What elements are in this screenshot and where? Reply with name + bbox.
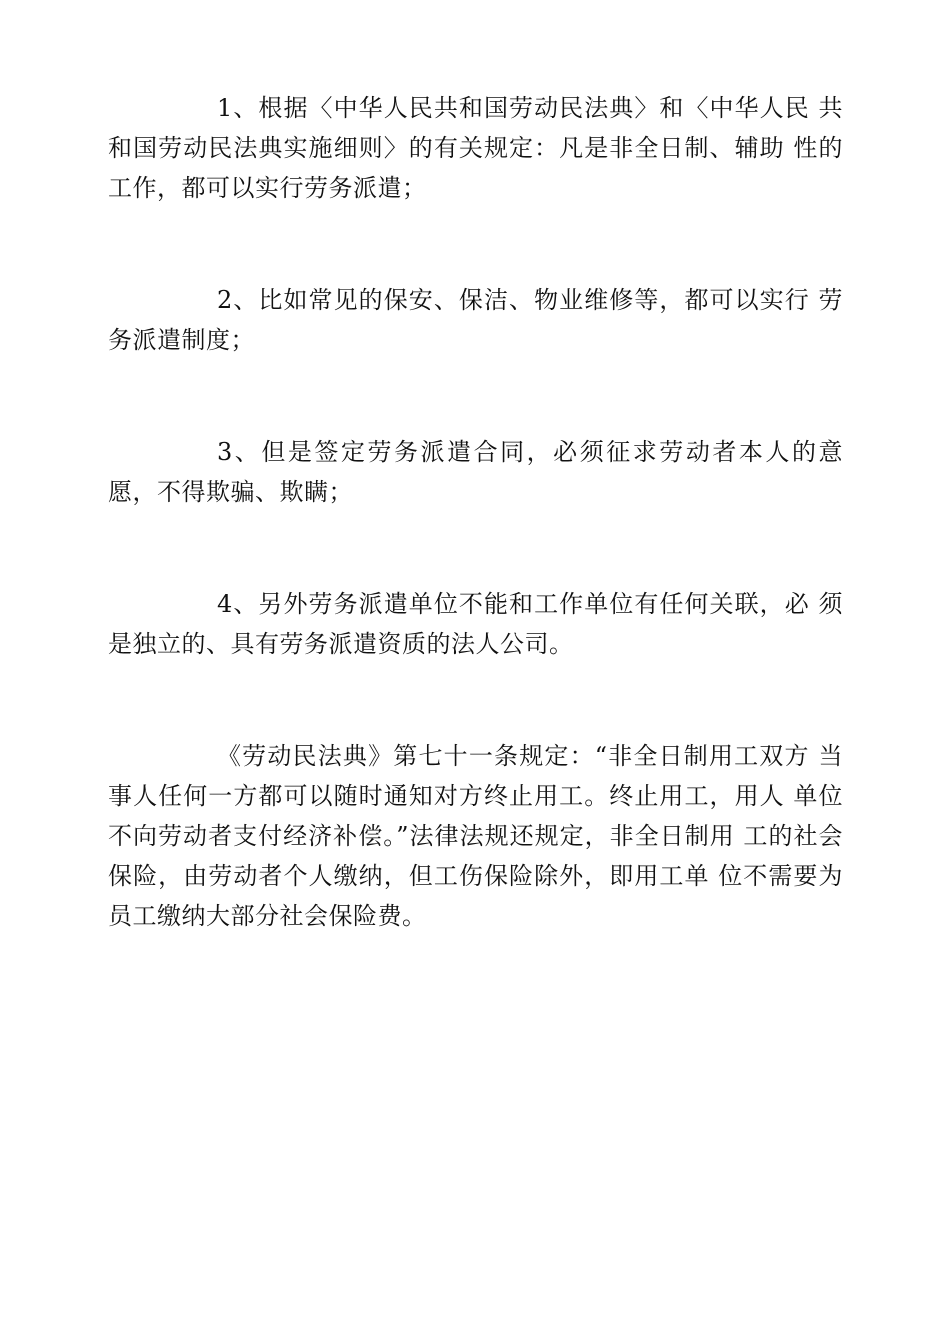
paragraph-2: 2、比如常见的保安、保洁、物业维修等，都可以实行 劳务派遣制度； xyxy=(108,286,843,354)
paragraph-3: 3、但是签定劳务派遣合同，必须征求劳动者本人的意 愿，不得欺骗、欺瞒； xyxy=(108,438,843,506)
paragraph-5: 《劳动民法典》第七十一条规定：“非全日制用工双方 当事人任何一方都可以随时通知对方终止用工。终止用工，用人 单位不向劳动者支付经济补偿。”法律法规还规定，非全日制用 工的社会保险，由劳动者个人缴纳，但工伤保险除外，即用工单 位不需要为员工缴纳大部分社会保险费。 xyxy=(108,742,843,930)
paragraph-4: 4、另外劳务派遣单位不能和工作单位有任何关联，必 须是独立的、具有劳务派遣资质的法人公司。 xyxy=(108,590,843,658)
paragraph-1: 1、根据〈中华人民共和国劳动民法典〉和〈中华人民 共和国劳动民法典实施细则〉的有关规定：凡是非全日制、辅助 性的工作，都可以实行劳务派遣； xyxy=(108,94,843,202)
